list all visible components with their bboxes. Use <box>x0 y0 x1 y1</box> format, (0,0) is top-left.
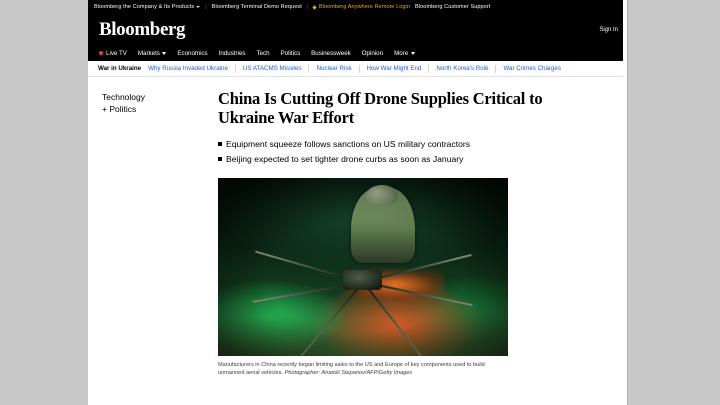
utility-link-company-label: Bloomberg the Company & Its Products <box>94 4 195 10</box>
nav-item-economics[interactable]: Economics <box>177 49 208 57</box>
desktop-background-right <box>628 0 720 405</box>
chevron-down-icon <box>162 52 166 55</box>
subnav-link-north-koreas-role[interactable]: North Korea's Role <box>436 65 489 72</box>
utility-link-company[interactable] <box>94 4 200 10</box>
nav-item-tech[interactable]: Tech <box>256 49 270 57</box>
sign-in-link[interactable]: Sign In <box>599 26 618 33</box>
list-item: Beijing expected to set tighter drone curbs as soon as January <box>218 153 548 166</box>
article-eyebrow-line-2[interactable]: + Politics <box>102 104 137 115</box>
subnav-divider-3 <box>359 65 360 73</box>
nav-item-live-tv-label: Live TV <box>106 49 127 57</box>
masthead <box>88 14 627 45</box>
utility-link-terminal-demo[interactable]: Bloomberg Terminal Demo Request <box>211 4 302 10</box>
chevron-down-icon <box>196 6 200 8</box>
nav-item-more-label: More <box>394 49 409 57</box>
subnav-divider-5 <box>495 65 496 73</box>
subnav-link-nuclear-risk[interactable]: Nuclear Risk <box>316 65 352 72</box>
utility-link-customer-support[interactable]: Bloomberg Customer Support <box>415 4 491 10</box>
utility-separator-2: | <box>306 4 309 10</box>
subnav-divider-4 <box>428 65 429 73</box>
photo-caption-credit: Photographer: Anatolii Stepanov/AFP/Getty Images <box>284 370 413 377</box>
article-main-column <box>218 89 548 378</box>
utility-bar <box>88 0 627 14</box>
subnav-title: War in Ukraine <box>98 65 142 72</box>
article-container <box>88 77 627 405</box>
subnav-divider-1 <box>235 65 236 73</box>
nav-item-live-tv[interactable] <box>96 50 127 57</box>
subnav-link-how-war-might-end[interactable]: How War Might End <box>366 65 422 72</box>
utility-separator-1: | <box>205 4 207 10</box>
subnav-link-why-russia-invaded[interactable]: Why Russia Invaded Ukraine <box>148 65 228 72</box>
nav-item-more[interactable] <box>394 50 415 57</box>
bloomberg-logo[interactable]: Bloomberg <box>99 19 186 40</box>
page-title: China Is Cutting Off Drone Supplies Critical to Ukraine War Effort <box>218 89 543 128</box>
utility-link-anywhere-login[interactable] <box>313 4 410 10</box>
nav-item-politics[interactable]: Politics <box>280 49 301 57</box>
subnav-link-war-crimes-charges[interactable]: War Crimes Charges <box>503 65 561 72</box>
subnav-divider-2 <box>308 65 309 73</box>
desktop-background-left <box>0 0 88 405</box>
photo-caption <box>218 361 508 378</box>
nav-item-businessweek[interactable]: Businessweek <box>311 49 351 57</box>
nav-item-industries[interactable]: Industries <box>218 49 246 57</box>
chevron-down-icon <box>411 52 415 55</box>
live-indicator-icon <box>99 51 103 55</box>
article-eyebrow <box>102 91 180 116</box>
subnav-link-atacms[interactable]: US ATACMS Missiles <box>242 65 302 72</box>
nav-item-markets-label: Markets <box>137 49 160 57</box>
article-figure <box>218 178 508 378</box>
article-summary-bullets <box>218 138 548 166</box>
main-navigation <box>88 45 627 61</box>
diamond-bullet-icon <box>313 5 317 9</box>
nav-item-opinion[interactable]: Opinion <box>361 49 384 57</box>
photo-vignette <box>218 178 508 356</box>
list-item: Equipment squeeze follows sanctions on US military contractors <box>218 138 548 151</box>
page-right-edge <box>623 0 627 405</box>
nav-item-markets[interactable] <box>138 50 167 57</box>
article-eyebrow-line-1[interactable]: Technology <box>102 92 146 102</box>
article-photo <box>218 178 508 356</box>
topic-subnavigation <box>88 61 627 77</box>
photo-caption-text: Manufacturers in China recently began limiting sales to the US and Europe of key components used to build unmanned aerial vehicles. <box>218 361 485 377</box>
browser-viewport <box>88 0 628 405</box>
utility-link-anywhere-login-label: Bloomberg Anywhere Remote Login <box>318 4 411 10</box>
